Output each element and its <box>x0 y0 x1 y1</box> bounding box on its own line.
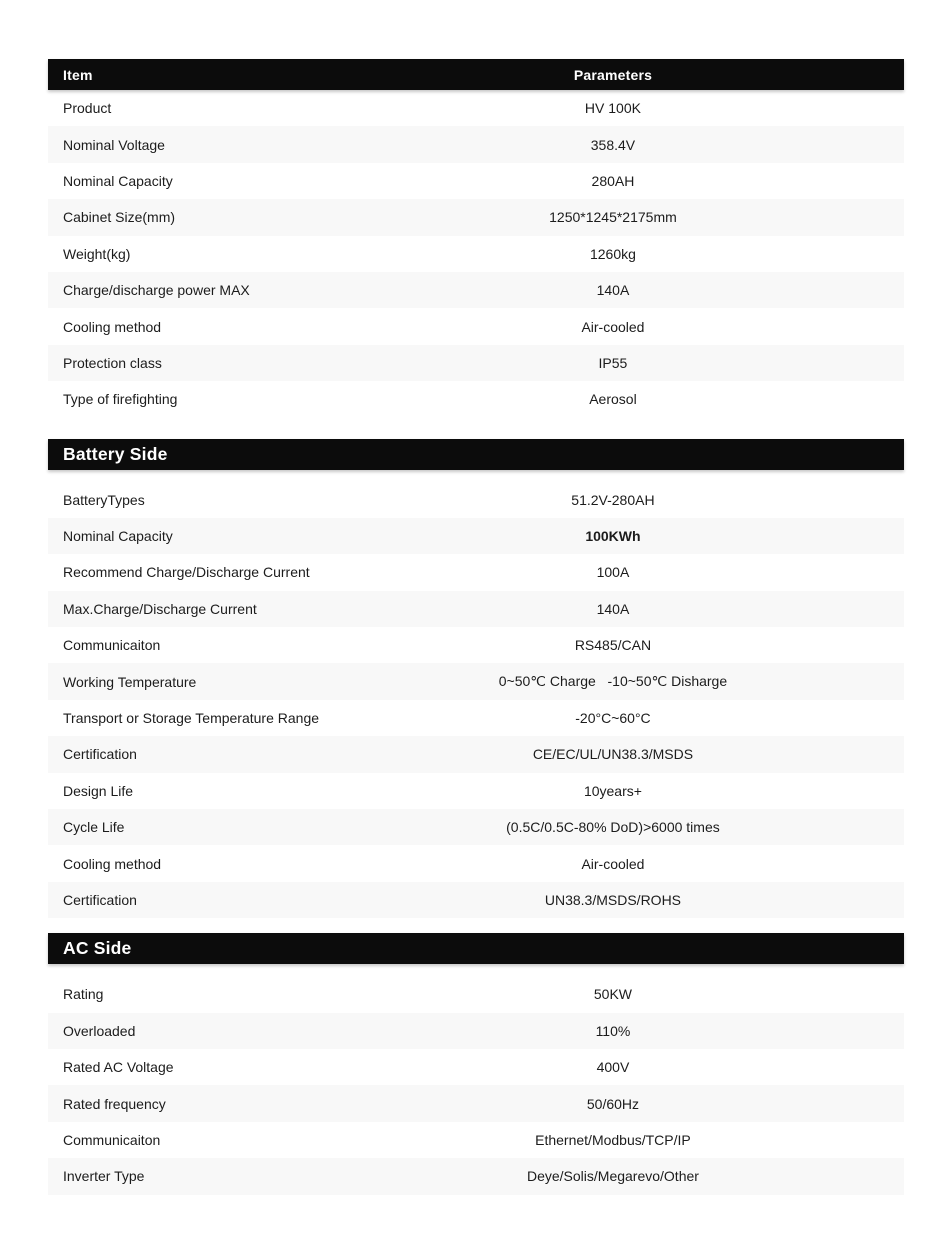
spec-row-label: Nominal Voltage <box>63 136 165 153</box>
spec-row-cycle-life <box>48 809 904 845</box>
battery-side-rows <box>48 482 904 919</box>
spec-row-label: Design Life <box>63 782 134 799</box>
spec-row-value: 100A <box>596 564 630 581</box>
spec-row-value: -20°C~60°C <box>575 710 651 727</box>
spec-row-transport-or-storage-temperature-range <box>48 700 904 736</box>
spec-row-type-of-firefighting <box>48 381 904 417</box>
spec-row-value: Deye/Solis/Megarevo/Other <box>526 1168 699 1185</box>
spec-row-label: Rated AC Voltage <box>63 1059 174 1076</box>
spec-row-label: Cooling method <box>63 318 162 335</box>
spec-row-communicaiton <box>48 1122 904 1158</box>
spec-row-label: Type of firefighting <box>63 391 178 408</box>
spec-row-label: Weight(kg) <box>63 245 131 262</box>
spec-row-value: 358.4V <box>590 136 636 153</box>
spec-row-value: Aerosol <box>589 391 637 408</box>
spec-row-value: 51.2V-280AH <box>571 491 655 508</box>
spec-row-communicaiton <box>48 627 904 663</box>
spec-row-rated-frequency <box>48 1085 904 1121</box>
spec-row-label: Transport or Storage Temperature Range <box>63 710 320 727</box>
spec-row-label: Cycle Life <box>63 819 125 836</box>
spec-row-value: HV 100K <box>584 100 641 117</box>
spec-row-value: 50/60Hz <box>586 1095 640 1112</box>
spec-row-product <box>48 90 904 126</box>
spec-row-value: 0~50℃ Charge -10~50℃ Disharge <box>498 673 728 690</box>
spec-row-label: Product <box>63 100 112 117</box>
spec-row-working-temperature <box>48 663 904 699</box>
spec-row-inverter-type <box>48 1158 904 1194</box>
spec-row-value: Ethernet/Modbus/TCP/IP <box>535 1131 691 1148</box>
spec-row-cooling-method <box>48 308 904 344</box>
spec-row-label: Recommend Charge/Discharge Current <box>63 564 310 581</box>
spec-row-design-life <box>48 773 904 809</box>
spec-row-overloaded <box>48 1013 904 1049</box>
spec-row-value: (0.5C/0.5C-80% DoD)>6000 times <box>506 819 720 836</box>
ac-side-title: AC Side <box>63 938 132 959</box>
battery-side-title: Battery Side <box>63 443 168 464</box>
ac-side-rows <box>48 976 904 1194</box>
spec-row-nominal-capacity <box>48 518 904 554</box>
spec-row-label: Cooling method <box>63 855 162 872</box>
spec-row-label: Communicaiton <box>63 637 161 654</box>
battery-side-header-bar <box>48 439 904 470</box>
spec-row-max-charge-discharge-current <box>48 591 904 627</box>
spec-row-value: 10years+ <box>583 782 642 799</box>
spec-row-cooling-method <box>48 845 904 881</box>
spec-row-batterytypes <box>48 482 904 518</box>
spec-row-value: 1260kg <box>589 245 636 262</box>
spec-row-label: Certification <box>63 746 137 763</box>
spec-row-label: Inverter Type <box>63 1168 145 1185</box>
ac-side-header-bar <box>48 933 904 964</box>
spec-row-cabinet-size-mm <box>48 199 904 235</box>
spec-row-rated-ac-voltage <box>48 1049 904 1085</box>
spec-row-recommend-charge-discharge-current <box>48 554 904 590</box>
spec-row-certification <box>48 882 904 918</box>
spec-row-protection-class <box>48 345 904 381</box>
spec-row-label: Max.Charge/Discharge Current <box>63 600 257 617</box>
spec-row-label: Cabinet Size(mm) <box>63 209 176 226</box>
table-header-bar <box>48 59 904 90</box>
spec-row-value: RS485/CAN <box>574 637 652 654</box>
spec-row-label: Working Temperature <box>63 673 197 690</box>
spec-row-value: 110% <box>595 1022 631 1039</box>
parameters-column-header: Parameters <box>573 66 653 83</box>
spec-table <box>48 59 904 1195</box>
spec-row-label: Nominal Capacity <box>63 528 173 545</box>
spec-row-label: Communicaiton <box>63 1131 161 1148</box>
spec-row-label: Rated frequency <box>63 1095 166 1112</box>
spec-row-rating <box>48 976 904 1012</box>
spec-row-label: Nominal Capacity <box>63 172 173 189</box>
spec-row-value: UN38.3/MSDS/ROHS <box>544 892 682 908</box>
spec-row-value: 140A <box>596 600 630 617</box>
spec-row-value: 50KW <box>593 986 633 1003</box>
spec-row-value: IP55 <box>598 354 628 371</box>
spec-row-value: 140A <box>596 282 630 299</box>
spec-row-value: 280AH <box>591 172 635 189</box>
spec-row-nominal-voltage <box>48 126 904 162</box>
spec-row-charge-discharge-power-max <box>48 272 904 308</box>
spec-row-label: Certification <box>63 892 137 908</box>
spec-row-weight-kg <box>48 236 904 272</box>
spec-row-value: CE/EC/UL/UN38.3/MSDS <box>532 746 694 763</box>
spec-row-value: 400V <box>596 1059 630 1076</box>
spec-row-value: Air-cooled <box>581 855 645 872</box>
spec-row-label: Protection class <box>63 354 162 371</box>
spec-row-value: 100KWh <box>585 528 641 545</box>
general-spec-rows <box>48 90 904 418</box>
spec-row-value: 1250*1245*2175mm <box>549 209 677 226</box>
spec-row-nominal-capacity <box>48 163 904 199</box>
spec-row-label: Rating <box>63 986 104 1003</box>
item-column-header: Item <box>63 66 93 83</box>
spec-row-certification <box>48 736 904 772</box>
spec-row-label: Overloaded <box>63 1022 136 1039</box>
spec-row-value: Air-cooled <box>581 318 645 335</box>
spec-row-label: BatteryTypes <box>63 491 145 508</box>
spec-row-label: Charge/discharge power MAX <box>63 282 250 299</box>
